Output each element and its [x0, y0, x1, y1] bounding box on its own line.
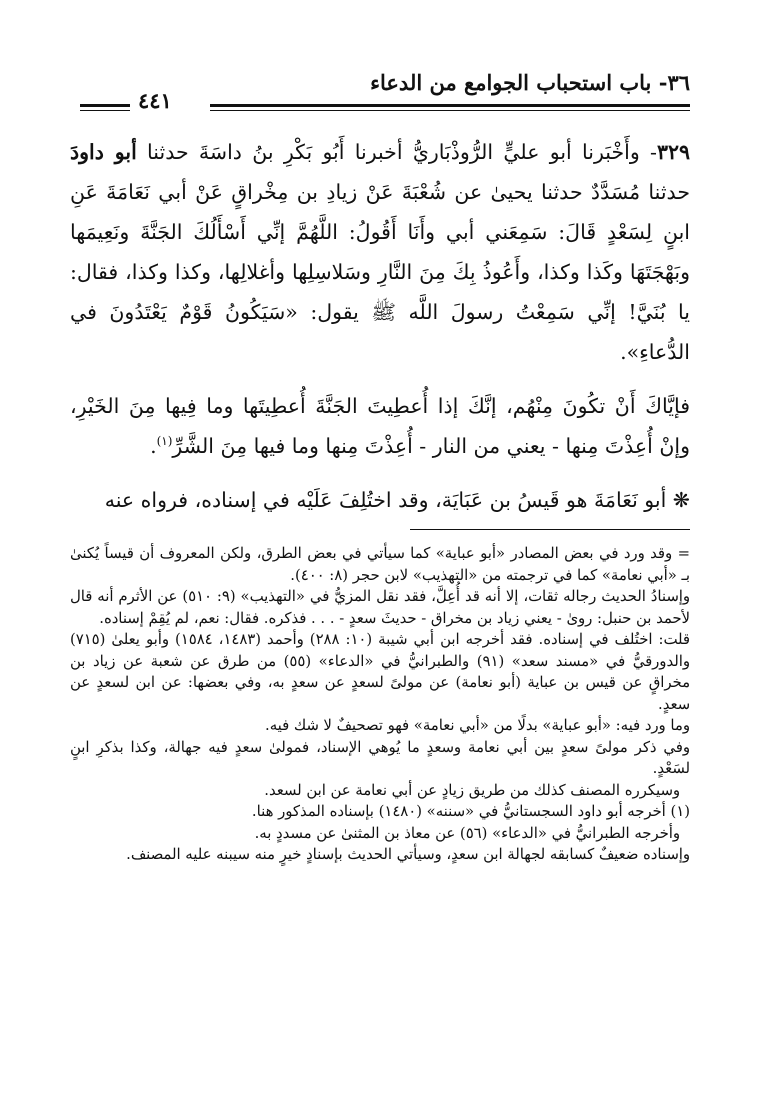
commentary-paragraph: ❋ أبو نَعَامَةَ هو قَيسُ بن عَبَايَة، وقد اختُلِفَ عَلَيْه في إسناده، فرواه عنه — [104, 488, 690, 512]
footnote-line: (١) أخرجه أبو داود السجستانيُّ في «سننه» (١٤٨٠) بإسناده المذكور هنا. — [251, 803, 690, 820]
page-number-rule-thick — [80, 104, 130, 107]
footnote-separator — [410, 529, 690, 530]
hadith-continuation-text: فإيَّاكَ أَنْ تكُونَ مِنْهُم، إنَّكَ إذا أُعطِيتَ الجَنَّةَ أُعطِيتَها وما فِيها مِنَ الخَيْرِ، وإنْ أُعِذْتَ مِنها - يعني من النار - أُعِذْتَ مِنها وما فيها مِنَ الشَّرِّ — [70, 394, 690, 458]
footnote-line: وإسنادُ الحديث رجاله ثقات، إلا أنه قد أُعِلَّ، فقد نقل المزيُّ في «التهذيب» (٩: ٥١٠) عن الأثرم أنه قال لأحمد بن حنبل: روىٰ - يعني زياد بن مخراق - حديثَ سعدٍ - . . . فذكره. فقال: نعم، لم يُقِمْ إسناده. — [70, 588, 690, 627]
footnote-line: = وقد ورد في بعض المصادر «أبو عباية» كما سيأتي في بعض الطرق، ولكن المعروف أن قيساً يُكنىٰ بـ «أبي نعامة» كما في ترجمته من «التهذيب» لابن حجر (٨: ٤٠٠). — [70, 545, 690, 584]
page-header — [80, 70, 690, 118]
footnotes — [70, 543, 690, 866]
hadith-continuation — [70, 386, 690, 466]
footnote-line: وفي ذكر مولىً سعدٍ بين أبي نعامة وسعدٍ ما يُوهي الإسناد، فمولىٰ سعدٍ فيه جهالة، وكذا بذكرِ ابنٍ لسَعْدٍ. — [70, 738, 690, 777]
footnote-line: وإسناده ضعيفٌ كسابقه لجهالة ابن سعدٍ، وسيأتي الحديث بإسنادٍ خيرٍ منه سيبنه عليه المصنف. — [126, 846, 690, 863]
hadith-number: ٣٢٩ — [656, 140, 690, 164]
page-number-rule-thin — [80, 110, 130, 111]
page-number: ٤٤١ — [138, 88, 172, 113]
footnote-ref: (١) — [156, 434, 173, 449]
hadith-continuation-end: . — [150, 434, 157, 458]
footnote-line: وسيكرره المصنف كذلك من طريق زيادٍ عن أبي نعامة عن ابن لسعد. — [264, 781, 680, 799]
header-rule-thin — [210, 110, 690, 111]
hadith-chain-intro: - وأَخْبَرنا أبو عليٍّ الرُّوذْبَاريُّ أخبرنا أَبُو بَكْرِ بنُ داسَةَ حدثنا — [136, 140, 657, 164]
hadith-text: حدثنا مُسَدَّدٌ حدثنا يحيىٰ عن شُعْبَةَ عَنْ زيادِ بن مِخْراقٍ عَنْ أبي نَعَامَةَ عَنِ ابنٍ لِسَعْدٍ قَالَ: سَمِعَني أبي وأَنَا أَقُولُ: اللَّهُمَّ إنِّي أَسْأَلُكَ الجَنَّةَ ونَعِيمَها وبَهْجَتَهَا وكَذا وكذا، وأَعُوذُ بِكَ مِنَ النَّارِ وسَلاسِلِها وأغلالِها، وكذا وكذا، فقال: يا بُنَيَّ! إنِّي سَمِعْتُ رسولَ اللَّه ﷺ يقول: «سَيَكُونُ قَوْمٌ يَعْتَدُونَ في الدُّعاءِ». — [70, 180, 690, 364]
main-text — [70, 132, 690, 520]
footnote-line: وما ورد فيه: «أبو عباية» بدلًا من «أبي نعامة» فهو تصحيفٌ لا شك فيه. — [264, 717, 690, 734]
footnote-line: قلت: اختُلف في إسناده. فقد أخرجه ابن أبي شيبة (١٠: ٢٨٨) وأحمد (١٤٨٣، ١٥٨٤) وأبو يعلىٰ (٧١٥) والدورقيُّ في «مسند سعد» (٩١) والطبرانيُّ في «الدعاء» (٥٥) من طرق عن شعبة عن زياد بن مخراقٍ عن قيس بن عباية (أبو نعامة) عن مولىً لسعدٍ عن سعدٍ به، وفي بعضها: عن ابن لسعدٍ عن سعدٍ. — [70, 631, 690, 713]
hadith-author: أبو داودَ — [70, 140, 137, 164]
header-rule-thick — [210, 104, 690, 107]
hadith-paragraph — [70, 132, 690, 372]
chapter-title: ٣٦- باب استحباب الجوامع من الدعاء — [370, 70, 690, 95]
footnote-line: وأخرجه الطبرانيُّ في «الدعاء» (٥٦) عن معاذ بن المثنىٰ عن مسددٍ به. — [254, 824, 680, 842]
